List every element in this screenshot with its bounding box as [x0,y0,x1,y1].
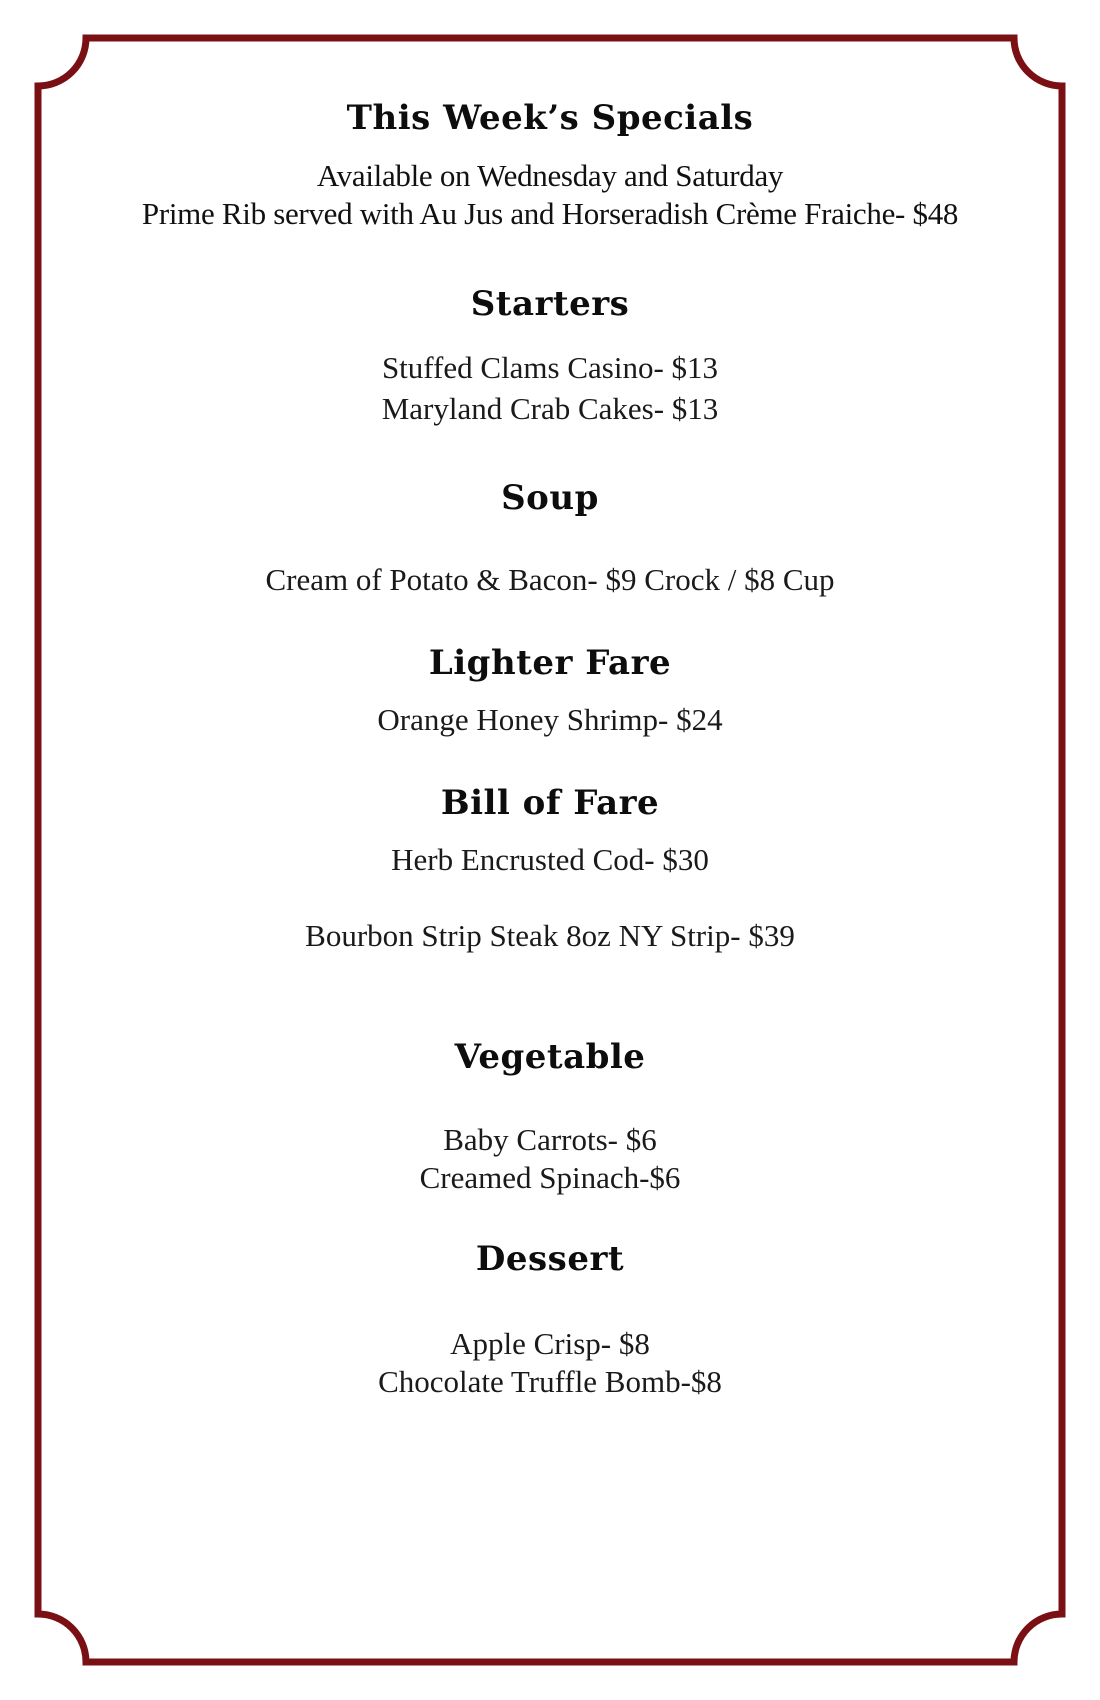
vegetable-item: Baby Carrots- $6 [443,1122,657,1157]
bill-of-fare-title: Bill of Fare [440,783,660,823]
specials-title: This Week’s Specials [346,98,754,138]
soup-item: Cream of Potato & Bacon- $9 Crock / $8 Cup [265,562,835,597]
starters-item: Maryland Crab Cakes- $13 [381,391,719,426]
starters-title: Starters [470,284,630,324]
specials-feature: Prime Rib served with Au Jus and Horseradish Crème Fraiche- $48 [141,196,959,231]
bill-of-fare-item: Bourbon Strip Steak 8oz NY Strip- $39 [305,918,795,953]
soup-title: Soup [501,478,599,518]
vegetable-item: Creamed Spinach-$6 [419,1160,681,1195]
lighter-fare-item: Orange Honey Shrimp- $24 [377,702,723,737]
dessert-title: Dessert [475,1239,625,1279]
lighter-fare-title: Lighter Fare [428,643,672,683]
specials-availability: Available on Wednesday and Saturday [316,158,784,193]
dessert-item: Apple Crisp- $8 [450,1326,650,1361]
dessert-item: Chocolate Truffle Bomb-$8 [378,1364,722,1399]
starters-item: Stuffed Clams Casino- $13 [381,350,719,385]
bill-of-fare-item: Herb Encrusted Cod- $30 [391,842,709,877]
vegetable-title: Vegetable [454,1037,646,1077]
